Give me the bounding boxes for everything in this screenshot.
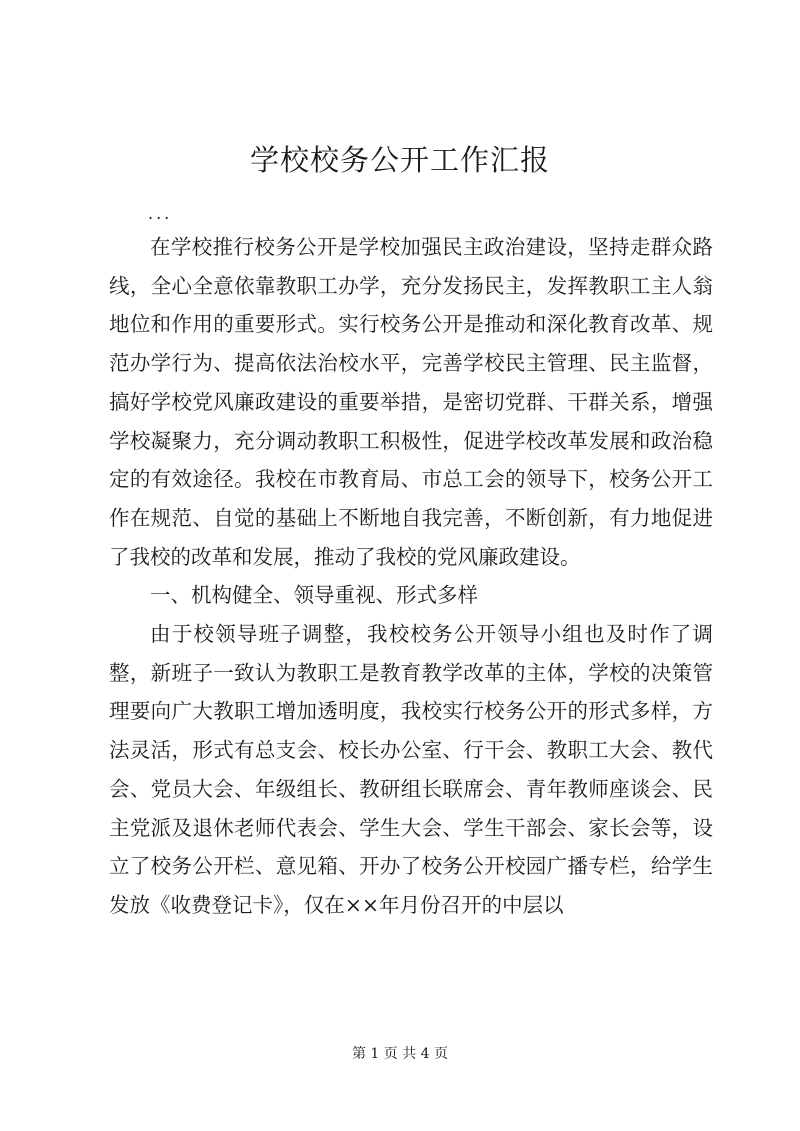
document-body <box>109 228 713 925</box>
body-paragraph-section-1: 由于校领导班子调整，我校校务公开领导小组也及时作了调整，新班子一致认为教职工是教育教学改革的主体，学校的决策管理要向广大教职工增加透明度，我校实行校务公开的形式多样，方法灵活，形式有总支会、校长办公室、行干会、教职工大会、教代会、党员大会、年级组长、教研组长联席会、青年教师座谈会、民主党派及退休老师代表会、学生大会、学生干部会、家长会等，设立了校务公开栏、意见箱、开办了校务公开校园广播专栏，给学生发放《收费登记卡》，仅在××年月份召开的中层以 <box>109 622 713 917</box>
document-title: 学校校务公开工作汇报 <box>249 143 550 177</box>
body-paragraph-intro: 在学校推行校务公开是学校加强民主政治建设，坚持走群众路线，全心全意依靠教职工办学，充分发扬民主，发挥教职工主人翁地位和作用的重要形式。实行校务公开是推动和深化教育改革、规范办学行为、提高依法治校水平，完善学校民主管理、民主监督，搞好学校党风廉政建设的重要举措，是密切党群、干群关系，增强学校凝聚力，充分调动教职工积极性，促进学校改革发展和政治稳定的有效途径。我校在市教育局、市总工会的领导下，校务公开工作在规范、自觉的基础上不断地自我完善，不断创新，有力地促进了我校的改革和发展，推动了我校的党风廉政建设。 <box>109 235 713 569</box>
ellipsis-marker: ... <box>148 204 173 223</box>
page-footer: 第 1 页 共 4 页 <box>351 1046 449 1062</box>
section-heading-1: 一、机构健全、领导重视、形式多样 <box>150 583 478 608</box>
